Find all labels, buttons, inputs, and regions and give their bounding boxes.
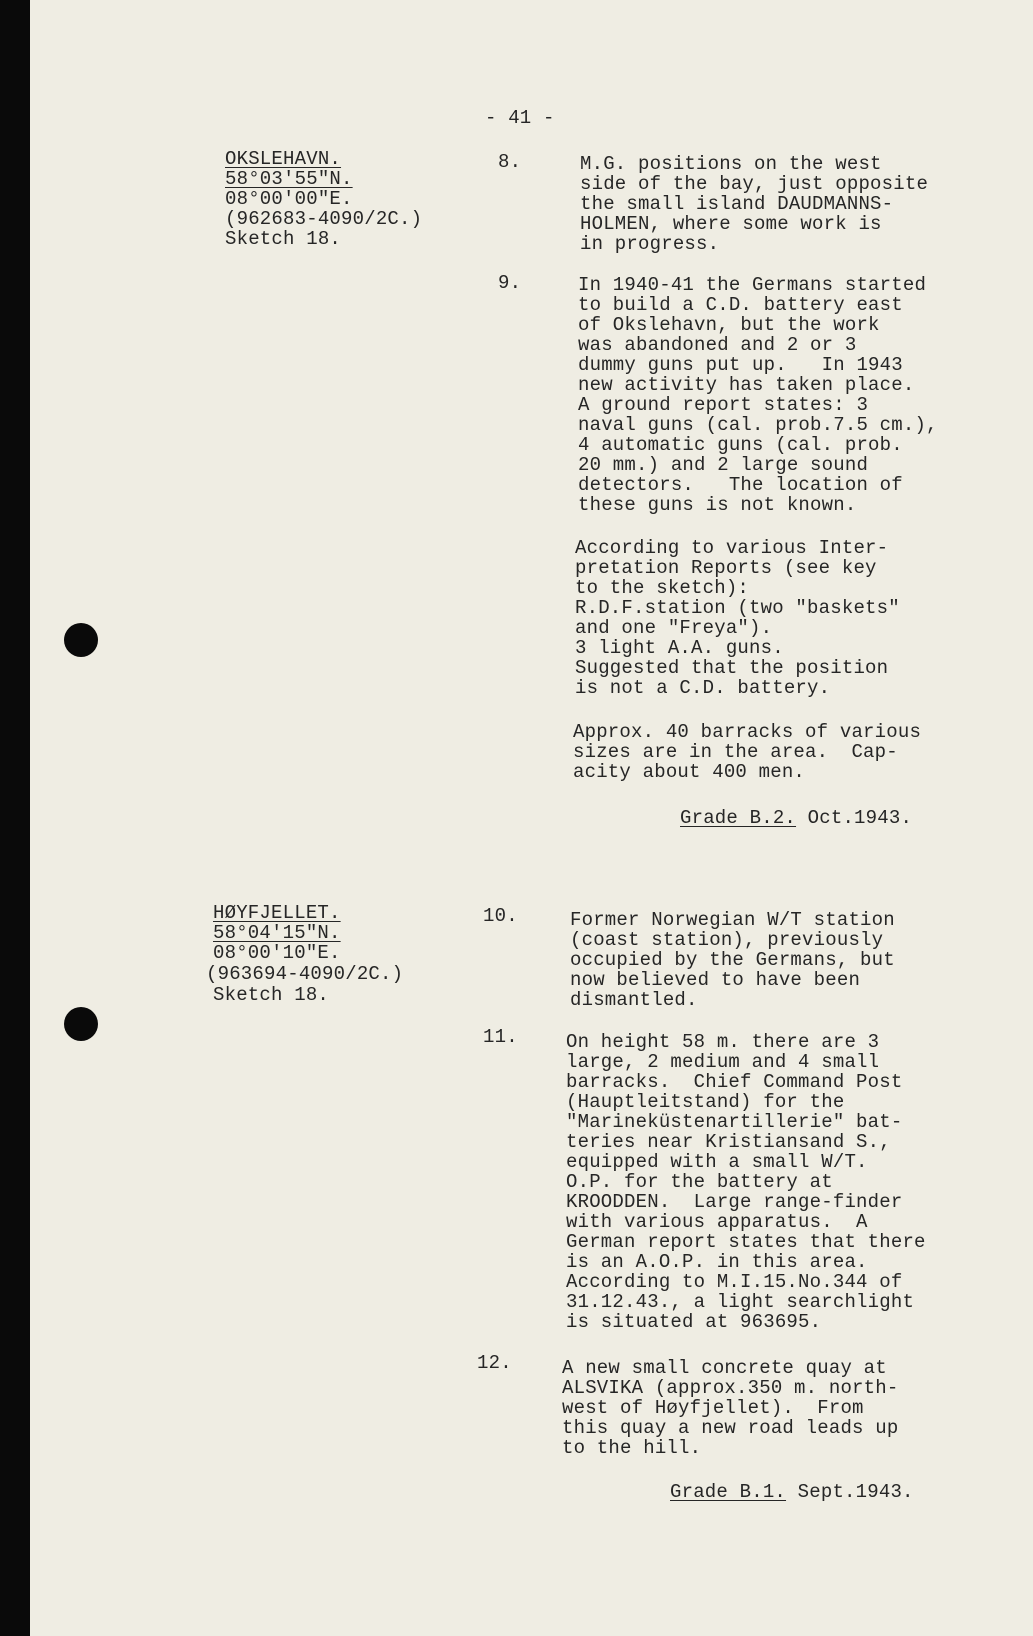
item-line: of Okslehavn, but the work (578, 314, 880, 336)
grade-line (670, 1482, 914, 1502)
location-longitude: 08°00'00"E. (225, 188, 353, 210)
grade-label: Grade B.2. (680, 807, 797, 829)
item-line: dismantled. (570, 989, 698, 1011)
location-latitude: 58°03'55"N. (225, 168, 353, 190)
item-line: dummy guns put up. In 1943 (578, 354, 903, 376)
grade-date: Oct.1943. (807, 807, 913, 829)
item-line: equipped with a small W/T. (566, 1151, 868, 1173)
item-line: In 1940-41 the Germans started (578, 274, 927, 296)
location-sketch: Sketch 18. (213, 984, 330, 1006)
item-number: 10. (483, 905, 518, 927)
item-line: to build a C.D. battery east (578, 294, 903, 316)
item-line: is an A.O.P. in this area. (566, 1251, 868, 1273)
item-line: ALSVIKA (approx.350 m. north- (562, 1377, 899, 1399)
item-line: occupied by the Germans, but (570, 949, 895, 971)
item-line: to the hill. (562, 1437, 702, 1459)
item-line: pretation Reports (see key (575, 557, 877, 579)
item-line: According to various Inter- (575, 537, 889, 559)
item-line: with various apparatus. A (566, 1211, 868, 1233)
location-longitude: 08°00'10"E. (213, 942, 341, 964)
item-line: O.P. for the battery at (566, 1171, 833, 1193)
grade-date: Sept.1943. (797, 1481, 914, 1503)
item-line: west of Høyfjellet). From (562, 1397, 864, 1419)
item-line: A new small concrete quay at (562, 1357, 887, 1379)
item-line: Approx. 40 barracks of various (573, 721, 922, 743)
item-line: to the sketch): (575, 577, 750, 599)
item-line: barracks. Chief Command Post (566, 1071, 903, 1093)
item-line: new activity has taken place. (578, 374, 915, 396)
punch-hole-upper (64, 623, 98, 657)
location-sketch: Sketch 18. (225, 228, 342, 250)
item-line: this quay a new road leads up (562, 1417, 899, 1439)
item-line: KROODDEN. Large range-finder (566, 1191, 903, 1213)
location-name: OKSLEHAVN. (225, 148, 342, 170)
location-name: HØYFJELLET. (213, 902, 341, 924)
item-line: R.D.F.station (two "baskets" (575, 597, 900, 619)
item-line: the small island DAUDMANNS- (580, 193, 894, 215)
item-number: 9. (498, 272, 522, 294)
item-line: is not a C.D. battery. (575, 677, 831, 699)
item-line: A ground report states: 3 (578, 394, 869, 416)
location-latitude: 58°04'15"N. (213, 922, 341, 944)
item-line: large, 2 medium and 4 small (566, 1051, 880, 1073)
item-line: 3 light A.A. guns. (575, 637, 784, 659)
item-line: side of the bay, just opposite (580, 173, 929, 195)
item-line: detectors. The location of (578, 474, 903, 496)
page-number: - 41 - (485, 107, 555, 129)
item-line: (coast station), previously (570, 929, 884, 951)
item-line: sizes are in the area. Cap- (573, 741, 898, 763)
item-line: "Marineküstenartillerie" bat- (566, 1111, 903, 1133)
item-line: these guns is not known. (578, 494, 857, 516)
item-line: and one "Freya"). (575, 617, 773, 639)
item-line: was abandoned and 2 or 3 (578, 334, 857, 356)
item-line: German report states that there (566, 1231, 926, 1253)
item-number: 8. (498, 151, 522, 173)
item-line: 20 mm.) and 2 large sound (578, 454, 869, 476)
item-line: Former Norwegian W/T station (570, 909, 895, 931)
item-line: naval guns (cal. prob.7.5 cm.), (578, 414, 938, 436)
grade-line (680, 808, 912, 828)
item-line: HOLMEN, where some work is (580, 213, 882, 235)
item-line: 31.12.43., a light searchlight (566, 1291, 915, 1313)
item-line: On height 58 m. there are 3 (566, 1031, 880, 1053)
location-grid-ref: (962683-4090/2C.) (225, 208, 423, 230)
grade-label: Grade B.1. (670, 1481, 787, 1503)
item-number: 12. (477, 1352, 512, 1374)
item-line: acity about 400 men. (573, 761, 806, 783)
item-line: M.G. positions on the west (580, 153, 882, 175)
item-line: now believed to have been (570, 969, 861, 991)
item-line: teries near Kristiansand S., (566, 1131, 891, 1153)
item-line: Suggested that the position (575, 657, 889, 679)
item-line: in progress. (580, 233, 720, 255)
item-line: 4 automatic guns (cal. prob. (578, 434, 903, 456)
document-page (30, 0, 1033, 1636)
punch-hole-lower (64, 1007, 98, 1041)
item-line: (Hauptleitstand) for the (566, 1091, 845, 1113)
location-grid-ref: (963694-4090/2C.) (206, 963, 404, 985)
item-line: According to M.I.15.No.344 of (566, 1271, 903, 1293)
item-line: is situated at 963695. (566, 1311, 822, 1333)
item-number: 11. (483, 1026, 518, 1048)
